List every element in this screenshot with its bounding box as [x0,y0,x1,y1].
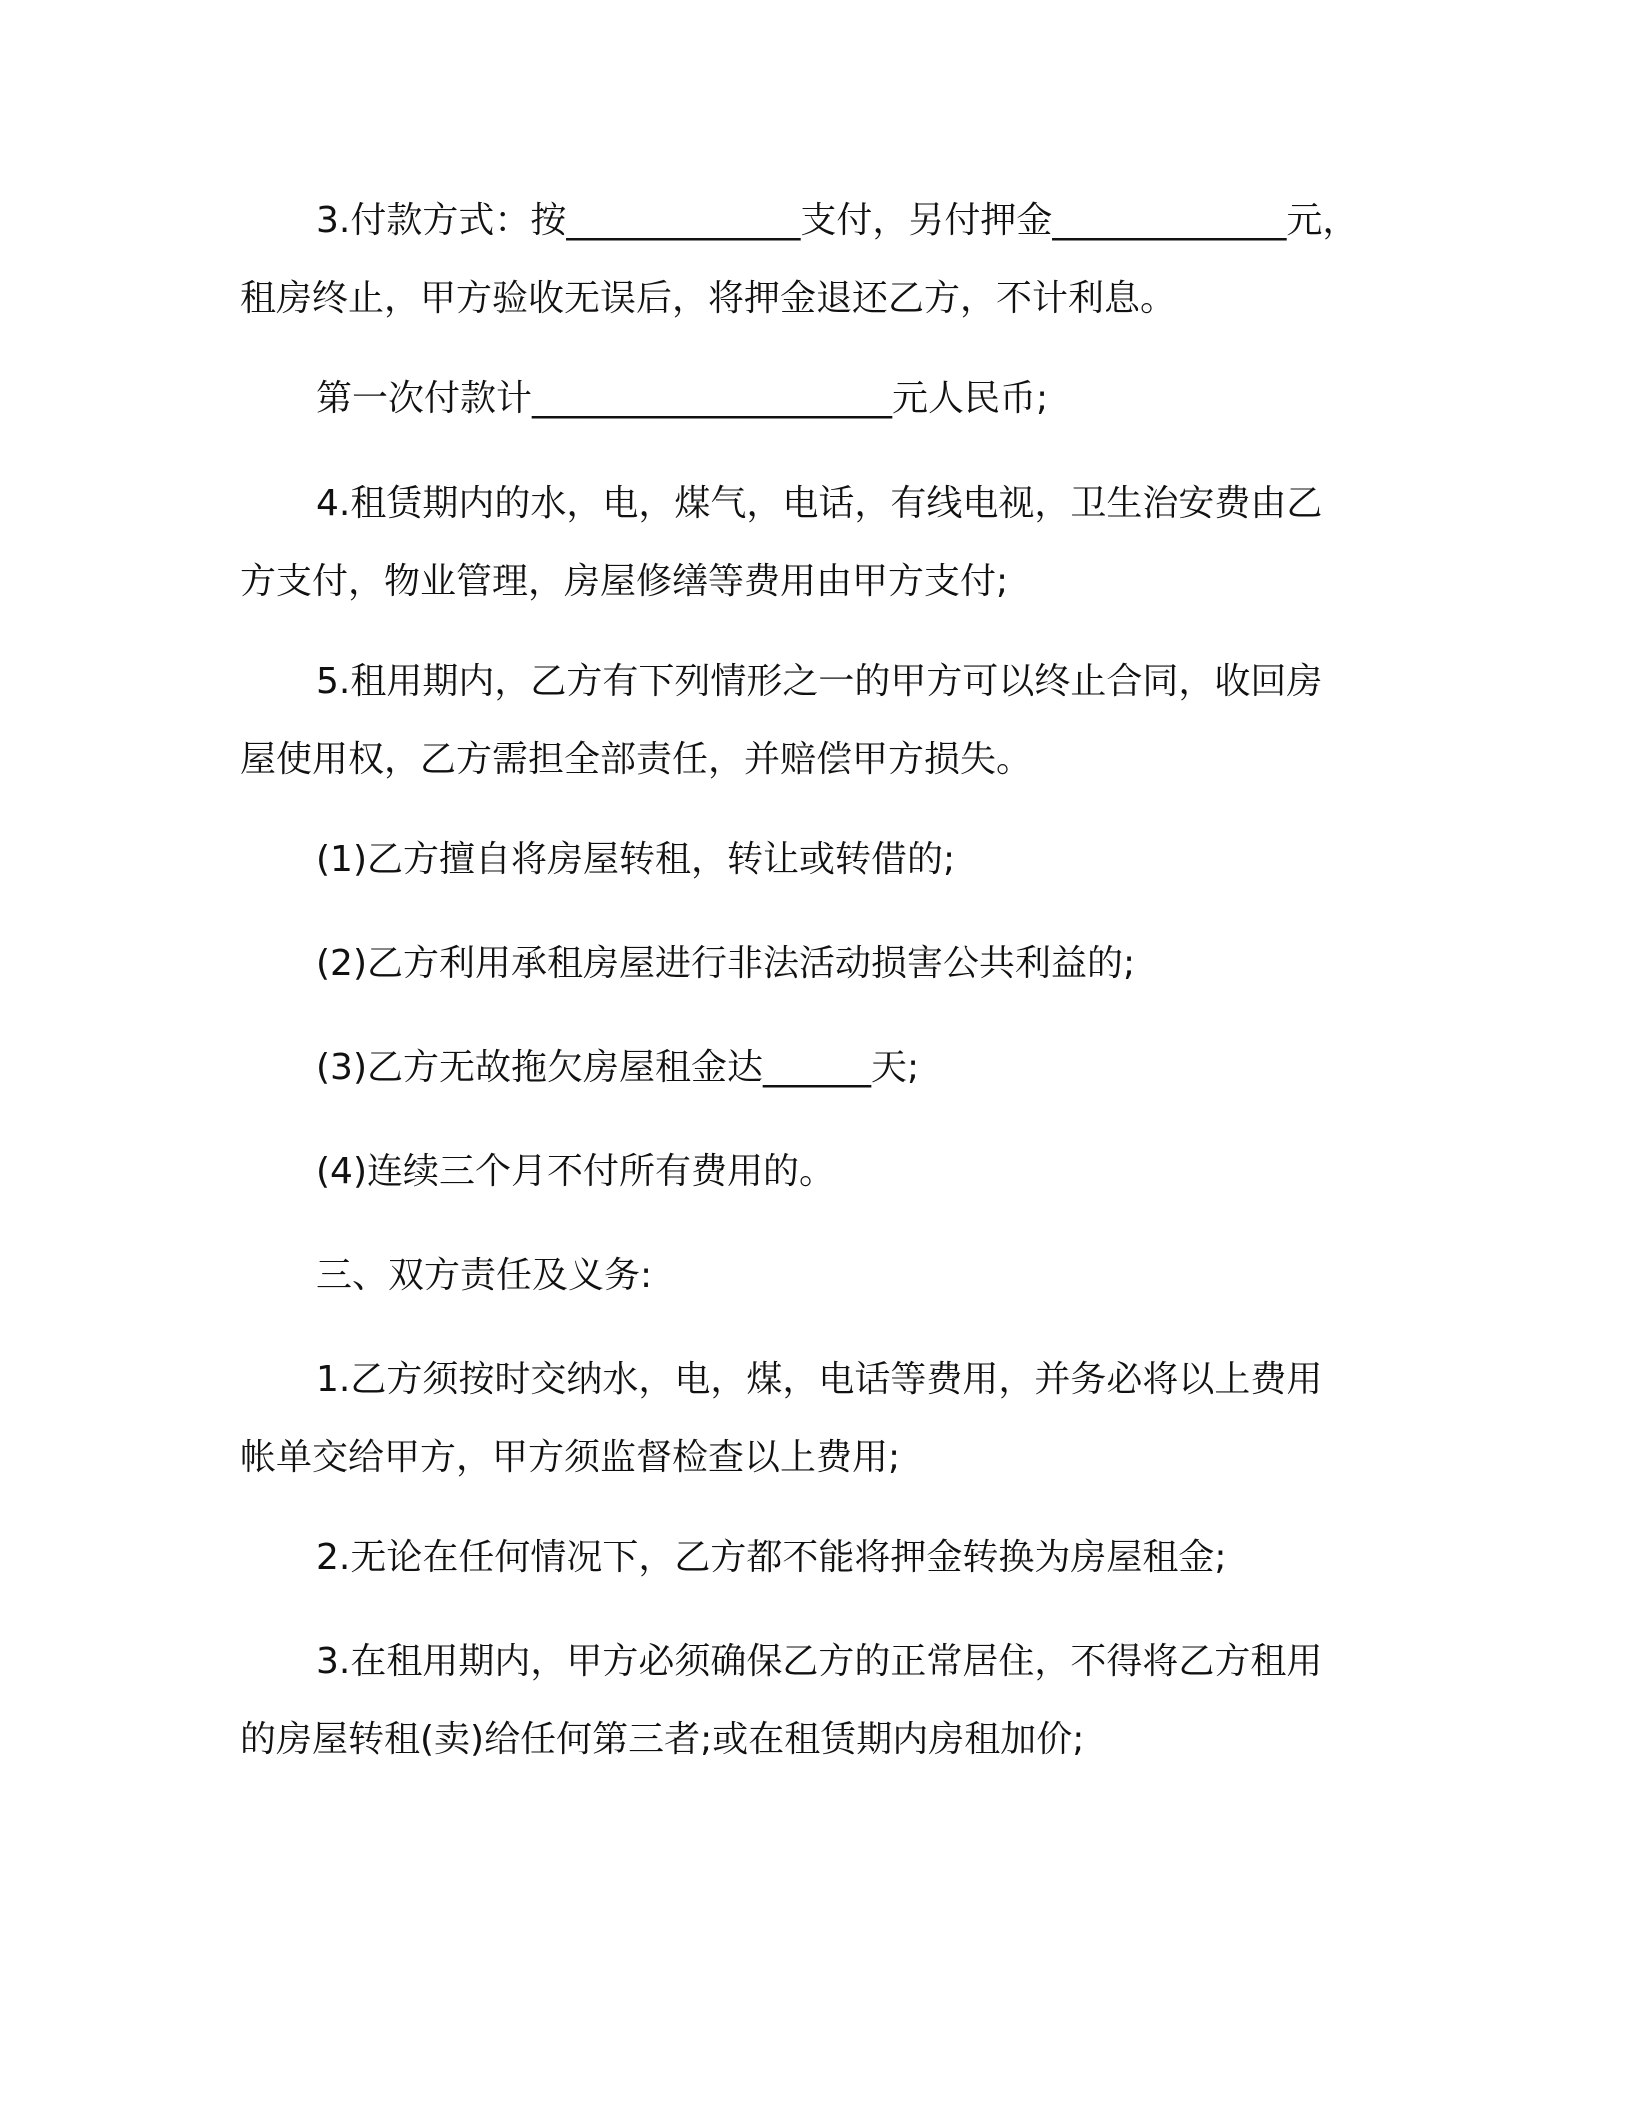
paragraph-line: 帐单交给甲方，甲方须监督检查以上费用; [240,1437,901,1478]
list-item-1: (1)乙方擅自将房屋转租，转让或转借的; [316,839,956,880]
paragraph-line: 1.乙方须按时交纳水，电，煤，电话等费用，并务必将以上费用 [316,1359,1323,1400]
paragraph-line: 租房终止，甲方验收无误后，将押金退还乙方，不计利息。 [240,278,1177,319]
paragraph-duty-2: 2.无论在任何情况下，乙方都不能将押金转换为房屋租金; [316,1537,1227,1578]
paragraph-line: 3.付款方式：按_____________支付，另付押金_____________元， [316,200,1359,241]
paragraph-termination [240,643,1390,799]
section-heading: 三、双方责任及义务: [316,1255,653,1296]
list-item-4: (4)连续三个月不付所有费用的。 [316,1151,835,1192]
paragraph-line: 方支付，物业管理，房屋修缮等费用由甲方支付; [240,561,1009,602]
paragraph-line: 屋使用权，乙方需担全部责任，并赔偿甲方损失。 [240,739,1033,780]
paragraph-line: 的房屋转租(卖)给任何第三者;或在租赁期内房租加价; [240,1719,1085,1760]
paragraph-first-payment: 第一次付款计____________________元人民币; [316,378,1049,419]
paragraph-duty-3 [240,1623,1390,1779]
list-item-3: (3)乙方无故拖欠房屋租金达______天; [316,1047,920,1088]
paragraph-payment-method [240,182,1390,338]
paragraph-duty-1 [240,1341,1390,1497]
paragraph-line: 4.租赁期内的水，电，煤气，电话，有线电视，卫生治安费由乙 [316,483,1323,524]
paragraph-line: 5.租用期内，乙方有下列情形之一的甲方可以终止合同，收回房 [316,661,1323,702]
paragraph-line: 3.在租用期内，甲方必须确保乙方的正常居住，不得将乙方租用 [316,1641,1323,1682]
list-item-2: (2)乙方利用承租房屋进行非法活动损害公共利益的; [316,943,1136,984]
paragraph-utilities [240,465,1390,621]
